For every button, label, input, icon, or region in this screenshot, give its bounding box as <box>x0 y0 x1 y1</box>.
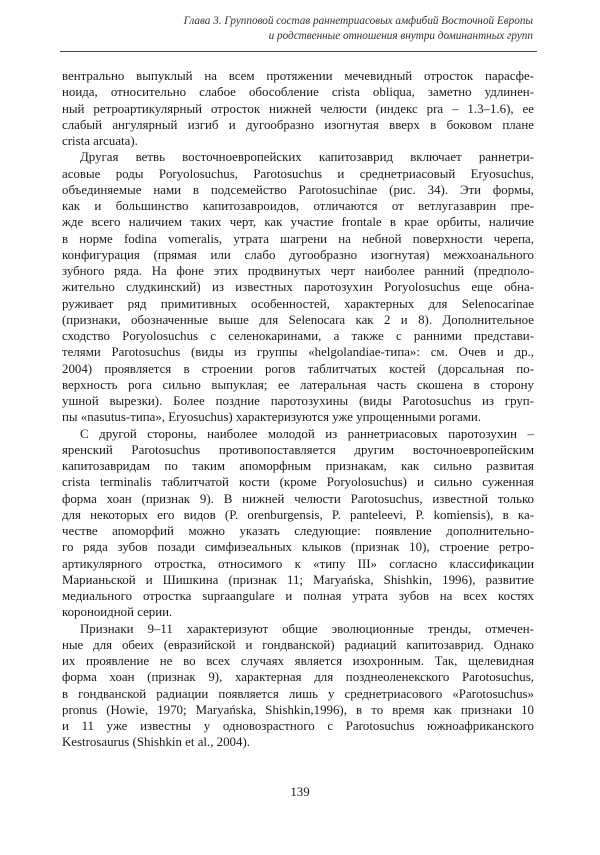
text-line: Kestrosaurus (Shishkin et al., 2004). <box>62 735 250 750</box>
text-line: 2004) проявляется в строении рогов таблитчатых костей (дорсальная по- <box>62 361 534 376</box>
text-line: как и большинство капитозавроидов, отличаются от ветлугазаврин пре- <box>62 199 534 213</box>
text-line: пы «nasutus-типа», Eryosuchus) характеризуются уже упрощенными рогами. <box>62 410 481 425</box>
text-line: зубного ряда. На фоне этих продвинутых черт наиболее ранний (предполо- <box>62 264 534 278</box>
text-line: слабый ангулярный изгиб и дугообразно изогнутая вверх в боковом плане <box>62 117 534 132</box>
paragraph-2 <box>62 149 534 425</box>
header-rule <box>60 51 537 52</box>
text-line: телями Parotosuchus (виды из группы «helgolandiae-типа»: см. Очев и др., <box>62 345 534 360</box>
text-line: (признаки, обозначенные выше для Selenocara как 2 и 8). Дополнительное <box>62 312 534 327</box>
paragraph-3 <box>62 426 534 621</box>
text-line: яренский Parotosuchus противопоставляется другим восточноевропейским <box>62 442 534 457</box>
paragraph-1 <box>62 68 534 149</box>
text-line: верхность рога сильно выпуклая; ее латеральная часть скошена в сторону <box>62 377 534 392</box>
text-line: ные для обеих (евразийской и гондванской) радиаций капитозаврид. Однако <box>62 637 534 652</box>
running-header <box>60 14 533 44</box>
text-line: вентрально выпуклый на всем протяжении мечевидный отросток парасфе- <box>62 69 534 83</box>
text-line: короноидной серии. <box>62 605 173 620</box>
paragraph-4 <box>62 621 534 751</box>
text-line: артикулярного отростка, относимого к «типу III» согласно классификации <box>62 556 534 571</box>
text-line: crista arcuata). <box>62 134 138 148</box>
text-line: в норме fodina vomeralis, утрата шагрени на небной поверхности черепа, <box>62 231 534 246</box>
text-line: для некоторых его видов (P. orenburgensis, P. panteleevi, P. komiensis), в ка- <box>62 507 534 522</box>
text-line: асовые роды Poryolosuchus, Parotosuchus и среднетриасовый Eryosuchus, <box>62 166 534 181</box>
body-text <box>62 68 534 751</box>
text-line: ный ретроартикулярный отросток нижней челюсти (индекс pra – 1.3–1.6), ее <box>62 101 534 116</box>
text-line: ноида, относительно слабое обособление crista obliqua, заметно удлинен- <box>62 85 534 100</box>
text-line: конфигурация (прямая или слабо дугообразно изогнутая) межхоанального <box>62 247 534 262</box>
text-line: капитозавридам по таким апоморфным признакам, как сильно развитая <box>62 459 534 473</box>
text-line: руживает ряд примитивных особенностей, характерных для Selenocarinae <box>62 296 534 311</box>
text-line: го ряда зубов позади симфизеальных клыков (признак 10), строение ретро- <box>62 540 534 555</box>
text-line: С другой стороны, наиболее молодой из раннетриасовых паротозухин – <box>80 426 534 441</box>
text-line: честве апоморфий можно указать следующие: появление дополнительно- <box>62 524 534 538</box>
text-line: жде всего наличием таких черт, как участие frontale в крае орбиты, наличие <box>62 215 534 230</box>
text-line: и 11 уже известны у одновозрастного с Parotosuchus южноафриканского <box>62 719 534 733</box>
text-line: Другая ветвь восточноевропейских капитозаврид включает раннетри- <box>80 150 534 165</box>
text-line: Марианьской и Шишкина (признак 11; Maryańska, Shishkin, 1996), развитие <box>62 572 534 587</box>
text-line: форма хоан (признак 9). В нижней челюсти Parotosuchus, известной только <box>62 491 534 506</box>
text-line: crista terminalis таблитчатой кости (кроме Poryolosuchus) и сильно суженная <box>62 475 534 490</box>
text-line: объединяемые нами в подсемейство Parotosuchinae (рис. 34). Эти формы, <box>62 182 534 197</box>
text-line: pronus (Howie, 1970; Maryańska, Shishkin,1996), в то время как признаки 10 <box>62 702 534 717</box>
text-line: их проявление не во всех случаях является изохронным. Так, щелевидная <box>62 654 534 668</box>
text-line: в гондванской радиации появляется лишь у среднетриасового «Parotosuchus» <box>62 686 534 701</box>
text-line: сходство Poryolosuchus с селенокаринами, а также с ранними представи- <box>62 329 534 343</box>
text-line: Признаки 9–11 характеризуют общие эволюционные тренды, отмечен- <box>80 621 534 636</box>
running-header-line-2: и родственные отношения внутри доминантных групп <box>268 30 533 42</box>
running-header-line-1: Глава 3. Групповой состав раннетриасовых амфибий Восточной Европы <box>183 15 533 27</box>
text-line: форма хоан (признак 9), характерная для позднеоленекского Parotosuchus, <box>62 670 534 685</box>
text-line: ушной вырезки). Более поздние паротозухины (виды Parotosuchus из груп- <box>62 394 534 408</box>
text-line: жительно слудкинский) из известных паротозухин Poryolosuchus еще обна- <box>62 280 534 295</box>
text-line: медиального отростка supraangulare и полная утрата зубов на всех костях <box>62 589 534 603</box>
page-number: 139 <box>290 785 310 799</box>
